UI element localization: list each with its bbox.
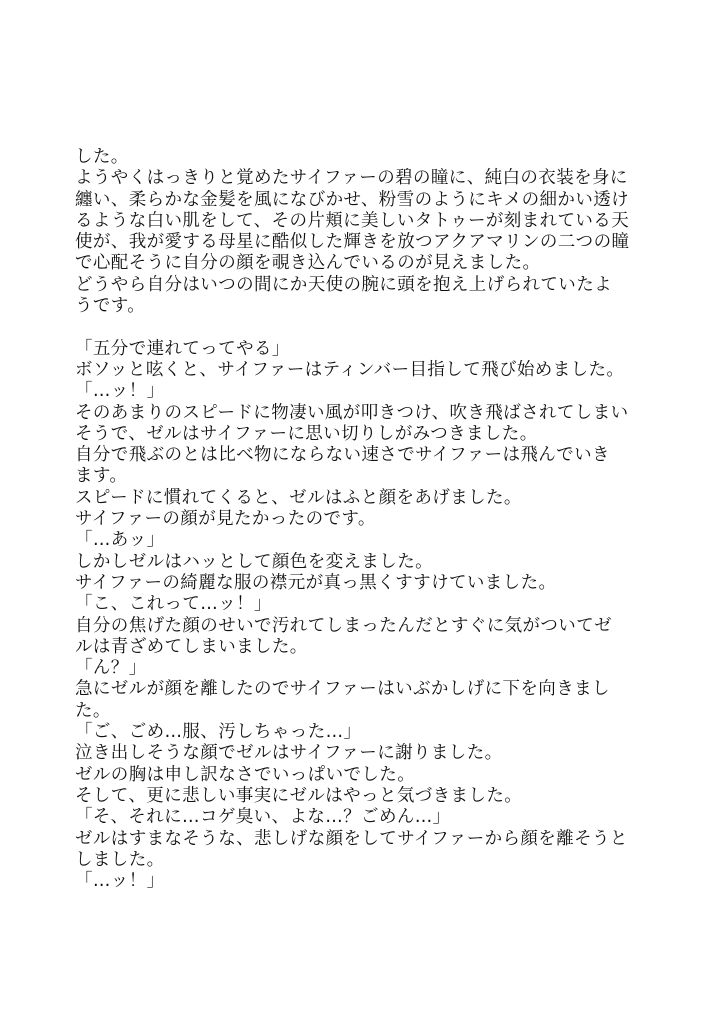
text-line: サイファーの綺麗な服の襟元が真っ黒くすすけていました。 [75, 572, 557, 593]
text-line: した。 [75, 147, 129, 167]
text-line: ゼルの胸は申し訳なさでいっぱいでした。 [75, 764, 416, 785]
text-line: しました。 [75, 849, 165, 870]
dialogue-line: 「五分で連れてってやる」 [75, 338, 290, 359]
text-line: スピードに慣れてくると、ゼルはふと顔をあげました。 [75, 487, 522, 508]
text-line: 泣き出しそうな顔でゼルはサイファーに謝りました。 [75, 743, 503, 764]
text-line: うです。 [75, 296, 146, 317]
dialogue-line: 「…ッ！」 [75, 871, 165, 892]
text-line: 自分の焦げた顔のせいで汚れてしまったんだとすぐに気がついてゼ [75, 615, 612, 636]
dialogue-line: 「そ、それに…コゲ臭い、よな…？ごめん…」 [75, 807, 451, 828]
dialogue-line: 「…あッ」 [75, 530, 165, 551]
dialogue-line: 「…ッ！」 [75, 381, 165, 402]
text-line: ます。 [75, 466, 128, 487]
text-line: そして、更に悲しい事実にゼルはやっと気づきました。 [75, 785, 523, 806]
text-line: そうで、ゼルはサイファーに思い切りしがみつきました。 [75, 423, 538, 444]
blank-line [75, 317, 665, 338]
dialogue-line: 「ん？」 [75, 658, 147, 679]
text-line: で心配そうに自分の顔を覗き込んでいるのが見えました。 [75, 253, 541, 274]
text-line: 自分で飛ぶのとは比べ物にならない速さでサイファーは飛んでいき [75, 445, 610, 466]
text-line: ようやくはっきりと覚めたサイファーの碧の瞳に、純白の衣装を身に [75, 168, 628, 189]
dialogue-line: 「こ、これって…ッ！」 [75, 594, 272, 615]
dialogue-line: 「ご、ごめ…服、汚しちゃった…」 [75, 722, 362, 743]
text-line: 急にゼルが顔を離したのでサイファーはいぶかしげに下を向きまし [75, 679, 610, 700]
text-line: た。 [75, 700, 111, 721]
text-line: 纏い、柔らかな金髪を風になびかせ、粉雪のようにキメの細かい透け [75, 189, 630, 210]
text-line: るような白い肌をして、その片頬に美しいタトゥーが刻まれている天 [75, 210, 630, 231]
text-line: しかしゼルはハッとして顔色を変えました。 [75, 551, 433, 572]
text-line: ボソッと呟くと、サイファーはティンバー目指して飛び始めました。 [75, 359, 625, 380]
text-line: 使が、我が愛する母星に酷似した輝きを放つアクアマリンの二つの瞳 [75, 232, 630, 253]
text-line: ルは青ざめてしまいました。 [75, 636, 308, 657]
story-text-page [75, 147, 665, 892]
text-line: サイファーの顔が見たかったのです。 [75, 509, 376, 530]
text-line: ゼルはすまなそうな、悲しげな顔をしてサイファーから顔を離そうと [75, 828, 628, 849]
text-line: そのあまりのスピードに物凄い風が叩きつけ、吹き飛ばされてしまい [75, 402, 629, 423]
text-line: どうやら自分はいつの間にか天使の腕に頭を抱え上げられていたよ [75, 274, 612, 295]
